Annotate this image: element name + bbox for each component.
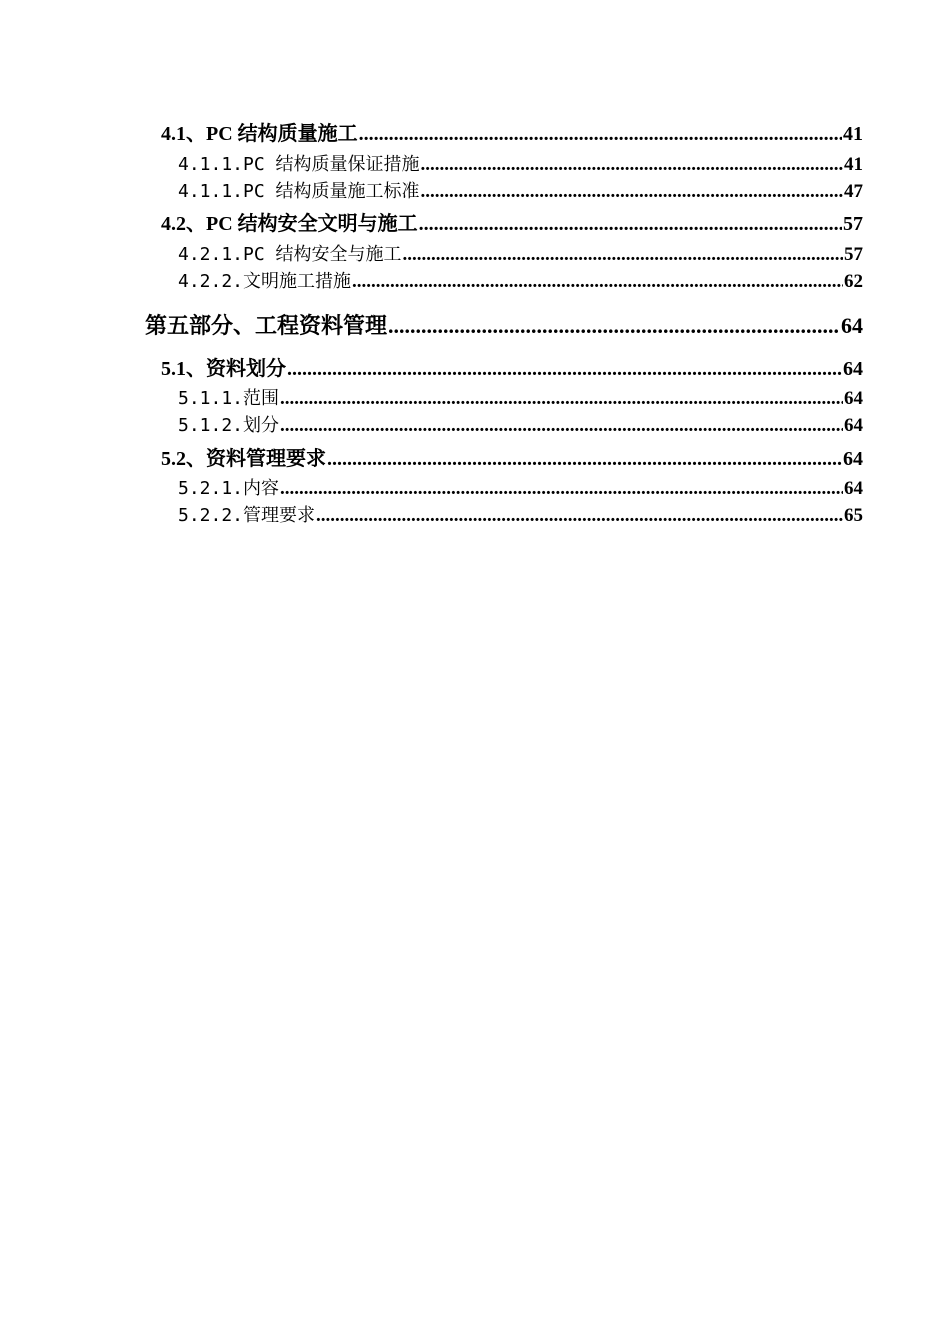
toc-leader-dots bbox=[403, 244, 843, 266]
toc-entry-5-1-1[interactable] bbox=[178, 384, 863, 410]
toc-entry-page: 47 bbox=[844, 181, 863, 202]
toc-entry-label: 5.1、资料划分 bbox=[161, 358, 286, 380]
toc-leader-dots bbox=[419, 213, 842, 235]
toc-leader-dots bbox=[287, 358, 842, 380]
toc-entry-4-2-1[interactable] bbox=[178, 240, 863, 266]
toc-entry-label: 4.2.2.文明施工措施 bbox=[178, 271, 352, 292]
toc-leader-dots bbox=[327, 448, 842, 470]
toc-leader-dots bbox=[280, 415, 843, 437]
toc-leader-dots bbox=[421, 181, 843, 203]
toc-leader-dots bbox=[359, 123, 842, 145]
toc-entry-label: 4.1、PC 结构质量施工 bbox=[161, 123, 358, 145]
toc-leader-dots bbox=[352, 271, 843, 293]
toc-entry-4-1-1a[interactable] bbox=[178, 150, 863, 176]
toc-entry-5-1[interactable] bbox=[161, 352, 863, 380]
toc-entry-page: 64 bbox=[844, 415, 863, 436]
toc-entry-4-1-1b[interactable] bbox=[178, 177, 863, 203]
toc-entry-label: 5.1.1.范围 bbox=[178, 388, 280, 409]
toc-entry-4-1[interactable] bbox=[161, 117, 863, 145]
toc-entry-label: 5.2、资料管理要求 bbox=[161, 448, 326, 470]
toc-entry-page: 64 bbox=[843, 448, 863, 470]
toc-entry-page: 57 bbox=[844, 244, 863, 265]
toc-entry-label: 4.2.1.PC 结构安全与施工 bbox=[178, 244, 402, 265]
toc-entry-page: 65 bbox=[844, 505, 863, 526]
toc-leader-dots bbox=[280, 388, 843, 410]
toc-entry-page: 41 bbox=[844, 154, 863, 175]
toc-entry-part-5[interactable] bbox=[145, 309, 863, 341]
toc-entry-5-2-1[interactable] bbox=[178, 474, 863, 500]
toc-entry-5-2[interactable] bbox=[161, 442, 863, 470]
toc-entry-label: 5.2.1.内容 bbox=[178, 478, 280, 499]
toc-entry-page: 64 bbox=[844, 478, 863, 499]
toc-entry-label: 5.2.2.管理要求 bbox=[178, 505, 316, 526]
toc-entry-4-2-2[interactable] bbox=[178, 267, 863, 293]
toc-entry-label: 第五部分、工程资料管理 bbox=[145, 314, 388, 339]
toc-entry-label: 4.1.1.PC 结构质量施工标准 bbox=[178, 181, 420, 202]
toc-leader-dots bbox=[388, 313, 840, 339]
toc-entry-page: 57 bbox=[843, 213, 863, 235]
toc-entry-page: 64 bbox=[843, 358, 863, 380]
toc-entry-page: 64 bbox=[841, 313, 863, 338]
toc-entry-4-2[interactable] bbox=[161, 207, 863, 235]
toc-leader-dots bbox=[280, 478, 843, 500]
toc-entry-page: 62 bbox=[844, 271, 863, 292]
toc-entry-5-2-2[interactable] bbox=[178, 501, 863, 527]
toc-leader-dots bbox=[316, 505, 843, 527]
toc-entry-page: 64 bbox=[844, 388, 863, 409]
toc-entry-page: 41 bbox=[843, 123, 863, 145]
toc-leader-dots bbox=[421, 154, 843, 176]
toc-entry-5-1-2[interactable] bbox=[178, 411, 863, 437]
toc-entry-label: 4.1.1.PC 结构质量保证措施 bbox=[178, 154, 420, 175]
toc-entry-label: 4.2、PC 结构安全文明与施工 bbox=[161, 213, 418, 235]
toc-entry-label: 5.1.2.划分 bbox=[178, 415, 280, 436]
